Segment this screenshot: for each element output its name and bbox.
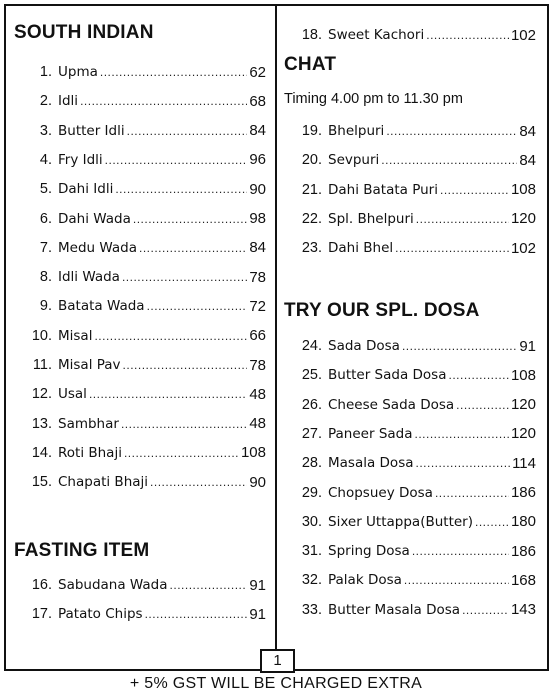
item-name: Usal <box>58 386 87 403</box>
item-name: Upma <box>58 64 98 80</box>
item-price: 102 <box>510 239 536 257</box>
item-number: 26. <box>301 396 322 413</box>
item-price: 96 <box>249 151 266 169</box>
menu-item-row <box>14 120 266 142</box>
item-name: Butter Idli <box>58 122 125 139</box>
dot-leader <box>416 456 511 470</box>
item-number: 27. <box>301 425 322 442</box>
item-name: Patato Chips <box>58 606 143 623</box>
item-number: 17. <box>31 606 52 623</box>
item-price: 84 <box>249 239 266 257</box>
item-name: Butter Masala Dosa <box>328 601 461 618</box>
menu-item-row <box>14 413 266 435</box>
item-price: 78 <box>249 268 266 286</box>
dot-leader <box>123 358 248 372</box>
item-number: 15. <box>31 474 52 491</box>
menu-item-row <box>284 423 536 445</box>
item-number: 13. <box>31 415 52 432</box>
menu-item-row <box>284 179 536 201</box>
menu-item-row <box>14 325 266 347</box>
item-name: Dahi Wada <box>58 210 131 227</box>
menu-item-row <box>284 237 536 259</box>
menu-item-row <box>284 540 536 562</box>
item-price: 84 <box>519 151 536 169</box>
page-number: 1 <box>260 649 295 673</box>
dot-leader <box>127 124 248 138</box>
dot-leader <box>415 427 509 441</box>
dot-leader <box>115 182 247 196</box>
menu-item-row <box>284 569 536 591</box>
item-name: Palak Dosa <box>328 572 402 589</box>
item-number: 32. <box>301 572 322 589</box>
item-price: 186 <box>510 542 536 560</box>
item-name: Dahi Batata Puri <box>328 181 438 198</box>
dot-leader <box>404 573 509 587</box>
menu-item-row <box>14 295 266 317</box>
menu-item-row <box>14 471 266 493</box>
item-number: 20. <box>301 152 322 169</box>
dot-leader <box>121 417 247 431</box>
section-title-chat: CHAT <box>284 54 337 75</box>
menu-item-row <box>14 208 266 230</box>
item-name: Sabudana Wada <box>58 577 168 593</box>
dot-leader <box>133 212 247 226</box>
item-name: Fry Idli <box>58 151 103 168</box>
item-price: 48 <box>249 415 266 433</box>
item-price: 78 <box>249 356 266 374</box>
chat-timing: Timing 4.00 pm to 11.30 pm <box>284 91 463 107</box>
item-name: Cheese Sada Dosa <box>328 396 455 413</box>
dot-leader <box>412 544 509 558</box>
menu-item-row <box>284 120 536 142</box>
menu-item-row <box>284 599 536 621</box>
item-number: 31. <box>301 543 322 560</box>
item-number: 30. <box>301 513 322 530</box>
dot-leader <box>124 446 239 460</box>
item-number: 11. <box>32 357 52 373</box>
item-number: 24. <box>301 338 322 354</box>
item-number: 29. <box>301 484 322 501</box>
section-title-south-indian: SOUTH INDIAN <box>14 22 154 43</box>
item-price: 91 <box>249 576 266 594</box>
item-number: 4. <box>39 151 52 168</box>
item-price: 114 <box>512 454 536 472</box>
item-price: 66 <box>249 327 266 345</box>
dot-leader <box>139 241 247 255</box>
item-price: 120 <box>510 210 536 228</box>
item-price: 168 <box>510 571 536 589</box>
menu-item-row <box>284 335 536 357</box>
dot-leader <box>170 578 248 592</box>
item-price: 108 <box>510 366 536 384</box>
item-number: 25. <box>301 367 322 384</box>
item-name: Chopsuey Dosa <box>328 484 433 501</box>
item-number: 23. <box>301 240 322 257</box>
item-name: Misal <box>58 327 93 344</box>
menu-item-row <box>14 354 266 376</box>
item-name: Sambhar <box>58 415 119 432</box>
item-price: 108 <box>510 181 536 199</box>
menu-item-row <box>284 364 536 386</box>
menu-item-row <box>14 149 266 171</box>
item-name: Sevpuri <box>328 152 380 169</box>
dot-leader <box>386 124 517 138</box>
item-price: 62 <box>249 63 266 81</box>
item-number: 5. <box>39 181 52 198</box>
column-divider <box>275 4 277 671</box>
item-name: Sweet Kachori <box>328 27 425 43</box>
dot-leader <box>105 153 248 167</box>
item-name: Batata Wada <box>58 298 145 315</box>
item-name: Spring Dosa <box>328 543 410 560</box>
dot-leader <box>395 241 509 255</box>
dot-leader <box>100 65 247 79</box>
menu-item-row <box>284 149 536 171</box>
menu-item-row <box>14 61 266 83</box>
item-price: 102 <box>510 26 536 44</box>
dot-leader <box>145 607 248 621</box>
item-number: 6. <box>39 210 52 227</box>
item-number: 21. <box>301 181 322 198</box>
menu-item-row <box>14 237 266 259</box>
dot-leader <box>94 329 247 343</box>
menu-item-row <box>14 574 266 596</box>
menu-item-row <box>284 452 536 474</box>
item-number: 2. <box>39 93 52 110</box>
item-number: 8. <box>39 269 52 286</box>
item-name: Dahi Bhel <box>328 240 394 257</box>
item-number: 16. <box>31 577 52 593</box>
menu-item-row <box>14 383 266 405</box>
dot-leader <box>475 515 509 529</box>
item-number: 12. <box>31 386 52 403</box>
item-name: Sixer Uttappa(Butter) <box>328 513 473 530</box>
dot-leader <box>435 486 509 500</box>
item-price: 120 <box>510 396 536 414</box>
menu-item-row <box>14 90 266 112</box>
item-number: 33. <box>301 601 322 618</box>
item-name: Dahi Idli <box>58 181 114 198</box>
item-price: 91 <box>249 605 266 623</box>
item-price: 108 <box>240 444 266 462</box>
item-price: 180 <box>510 513 536 531</box>
menu-item-row <box>14 266 266 288</box>
item-number: 10. <box>31 327 52 344</box>
item-number: 14. <box>31 444 52 461</box>
item-price: 84 <box>249 122 266 140</box>
section-title-dosa: TRY OUR SPL. DOSA <box>284 300 480 321</box>
menu-item-row <box>284 511 536 533</box>
item-name: Idli <box>58 93 79 110</box>
menu-item-row <box>14 442 266 464</box>
item-number: 7. <box>39 239 52 256</box>
dot-leader <box>122 270 247 284</box>
item-name: Idli Wada <box>58 269 120 286</box>
section-title-fasting: FASTING ITEM <box>14 540 150 561</box>
dot-leader <box>80 94 247 108</box>
menu-item-row <box>14 603 266 625</box>
item-name: Roti Bhaji <box>58 444 122 461</box>
item-name: Sada Dosa <box>328 338 400 354</box>
menu-item-row <box>14 178 266 200</box>
item-number: 28. <box>301 455 322 472</box>
dot-leader <box>416 212 509 226</box>
item-price: 68 <box>249 92 266 110</box>
item-number: 19. <box>301 123 322 139</box>
item-price: 143 <box>510 601 536 619</box>
item-price: 90 <box>249 180 266 198</box>
item-name: Chapati Bhaji <box>58 474 149 491</box>
item-name: Spl. Bhelpuri <box>328 210 414 227</box>
dot-leader <box>426 28 509 42</box>
item-number: 3. <box>39 122 52 139</box>
item-name: Butter Sada Dosa <box>328 367 447 384</box>
menu-item-row <box>284 24 536 46</box>
item-price: 72 <box>249 297 266 315</box>
dot-leader <box>456 398 509 412</box>
item-number: 18. <box>301 27 322 43</box>
item-price: 186 <box>510 484 536 501</box>
dot-leader <box>150 475 247 489</box>
menu-item-row <box>284 482 536 504</box>
item-number: 9. <box>39 298 52 315</box>
dot-leader <box>440 183 509 197</box>
menu-item-row <box>284 394 536 416</box>
dot-leader <box>89 387 247 401</box>
item-price: 48 <box>249 385 266 403</box>
item-price: 91 <box>519 337 536 355</box>
item-name: Bhelpuri <box>328 123 385 139</box>
dot-leader <box>449 368 509 382</box>
item-name: Medu Wada <box>58 239 137 256</box>
dot-leader <box>147 299 248 313</box>
item-name: Masala Dosa <box>328 455 414 472</box>
item-number: 1. <box>39 64 52 80</box>
gst-footer-note: + 5% GST WILL BE CHARGED EXTRA <box>129 675 423 692</box>
item-number: 22. <box>301 210 322 227</box>
item-price: 120 <box>510 425 536 443</box>
item-name: Paneer Sada <box>328 425 413 442</box>
item-name: Misal Pav <box>58 357 121 373</box>
item-price: 84 <box>519 122 536 140</box>
dot-leader <box>402 339 517 353</box>
dot-leader <box>462 603 509 617</box>
item-price: 90 <box>249 473 266 491</box>
item-price: 98 <box>249 210 266 227</box>
menu-item-row <box>284 208 536 230</box>
dot-leader <box>381 153 517 167</box>
